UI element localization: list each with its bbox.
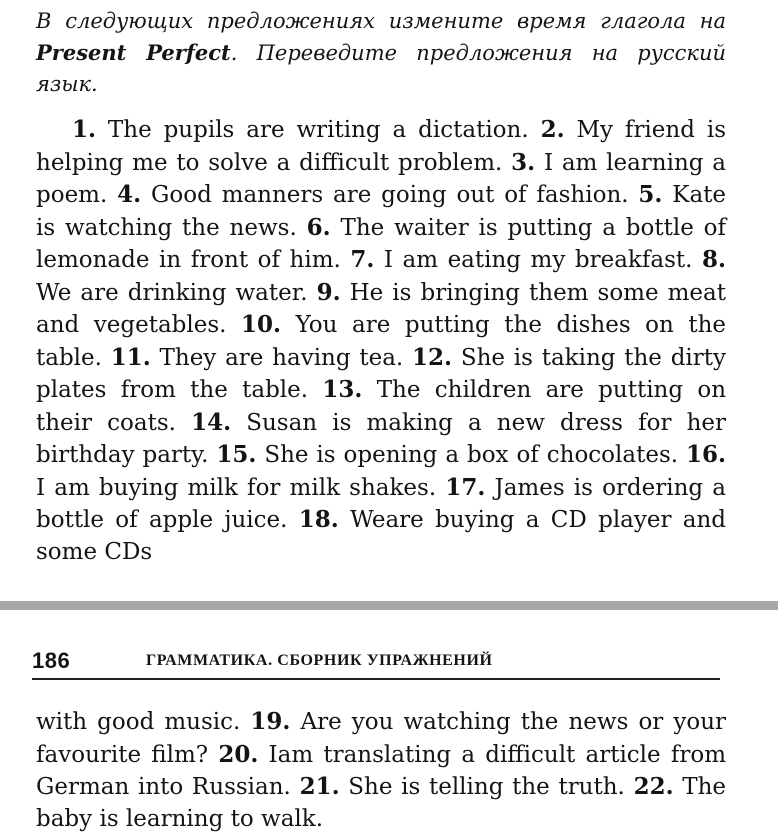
sentence-number: 20. — [218, 740, 259, 768]
sentence-text: James is ordering a bottle of apple juice. — [36, 474, 727, 533]
exercise-instruction — [36, 6, 726, 100]
sentence-number: 4. — [117, 181, 142, 208]
sentence-number: 6. — [306, 213, 331, 241]
sentence-number: 11. — [110, 343, 151, 371]
sentence-number: 19. — [250, 708, 291, 735]
sentence-number: 1. — [72, 116, 97, 143]
sentence-number: 7. — [350, 246, 375, 273]
sentence-text: I am learning a poem. — [36, 149, 726, 208]
instruction-text-end: . Переведите предложения на русский язык. — [36, 41, 726, 96]
sentence-number: 15. — [216, 441, 257, 468]
instruction-emphasis: Present Perfect — [36, 40, 231, 65]
sentence-text: Iam translating a difficult article from German into Russian. — [36, 741, 727, 800]
sentence-number: 10. — [241, 311, 282, 338]
sentence-number: 17. — [445, 473, 486, 501]
sentence-number: 22. — [633, 773, 674, 800]
continuation-lead: with good music. — [36, 709, 241, 735]
sentence-number: 5. — [638, 181, 663, 208]
sentence-text: Weare buying a CD player and some CDs — [36, 507, 727, 565]
sentence-text: The pupils are writing a dictation. — [107, 117, 529, 143]
sentence-text: My friend is helping me to solve a difficult problem. — [36, 117, 726, 176]
sentence-number: 16. — [686, 441, 727, 468]
sentence-text: We are drinking water. — [36, 279, 308, 306]
sentence-text: Good manners are going out of fashion. — [151, 182, 629, 208]
sentence-number: 18. — [298, 506, 339, 533]
book-title: ГРАММАТИКА. СБОРНИК УПРАЖНЕНИЙ — [146, 652, 493, 669]
exercise-continuation — [36, 706, 726, 835]
sentence-number: 2. — [540, 116, 565, 143]
sentence-text: He is bringing them some meat and vegetables. — [36, 279, 726, 338]
sentence-text: They are having tea. — [159, 344, 404, 371]
page-number: 186 — [32, 648, 71, 673]
sentence-text: The baby is learning to walk. — [36, 774, 727, 832]
sentence-list — [36, 114, 726, 568]
page-divider — [0, 601, 778, 610]
exercise-body — [36, 114, 726, 568]
sentence-number: 12. — [412, 343, 453, 371]
sentence-number: 3. — [511, 148, 536, 176]
sentence-text: The waiter is putting a bottle of lemonade in front of him. — [36, 214, 727, 273]
sentence-text: Are you watching the news or your favourite film? — [36, 709, 727, 768]
sentence-number: 8. — [701, 246, 726, 273]
sentence-text: She is opening a box of chocolates. — [264, 442, 679, 468]
sentence-number: 9. — [316, 278, 341, 306]
sentence-text: The children are putting on their coats. — [36, 377, 727, 436]
running-head — [32, 648, 720, 680]
sentence-number: 21. — [299, 773, 340, 800]
sentence-number: 14. — [191, 408, 232, 436]
sentence-text: Kate is watching the news. — [36, 182, 727, 241]
sentence-text: Susan is making a new dress for her birthday party. — [36, 409, 726, 468]
sentence-text: She is telling the truth. — [348, 774, 625, 800]
sentence-text: She is taking the dirty plates from the table. — [36, 344, 727, 403]
sentence-text: You are putting the dishes on the table. — [36, 312, 727, 371]
sentence-number: 13. — [322, 376, 363, 403]
instruction-text: В следующих предложениях измените время глагола на — [36, 9, 726, 33]
sentence-text: I am eating my breakfast. — [383, 247, 693, 273]
sentence-text: I am buying milk for milk shakes. — [36, 474, 437, 501]
